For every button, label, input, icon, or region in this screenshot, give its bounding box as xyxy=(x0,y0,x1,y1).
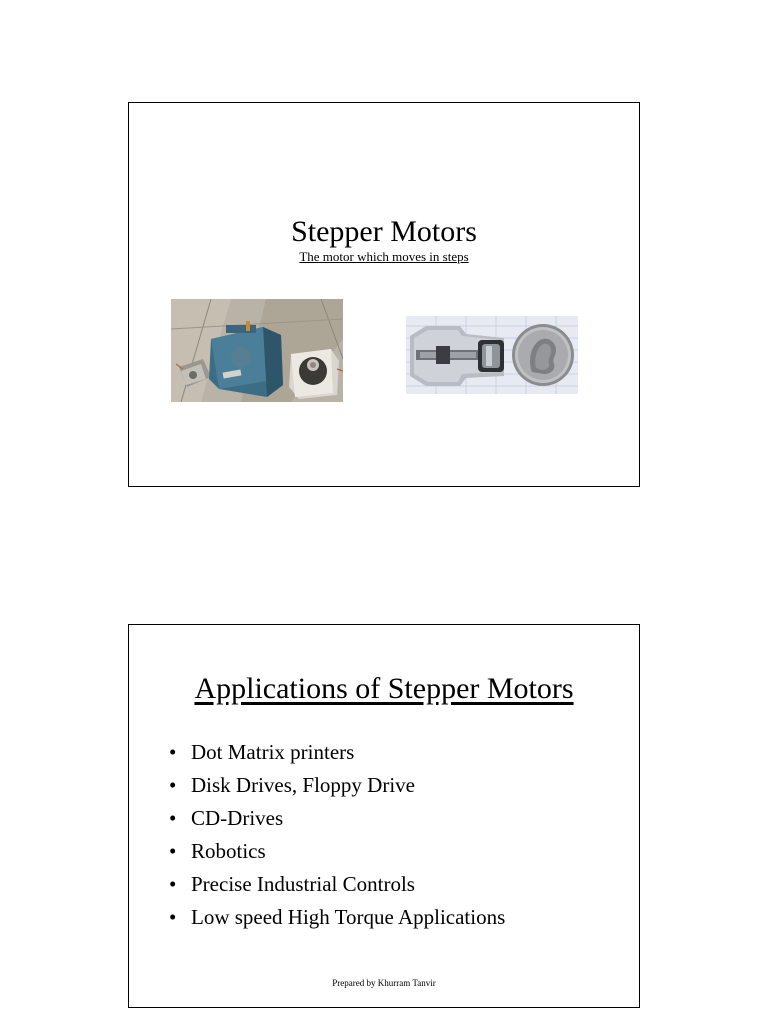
slide-subtitle-text: The motor which moves in steps xyxy=(299,249,469,264)
list-item-text: Robotics xyxy=(191,839,266,863)
micro-stepper-with-coin-photo-image xyxy=(406,316,578,394)
bullet-icon: • xyxy=(169,773,177,797)
slide-title: Stepper Motors xyxy=(291,215,477,248)
list-item xyxy=(169,769,505,802)
bullet-icon: • xyxy=(169,905,177,929)
slide-title-text: Applications of Stepper Motors xyxy=(194,672,574,705)
list-item-text: Disk Drives, Floppy Drive xyxy=(191,773,415,797)
slide-stepper-motors xyxy=(128,102,640,487)
list-item xyxy=(169,802,505,835)
list-item xyxy=(169,736,505,769)
micro-stepper-with-coin-photo xyxy=(406,316,578,394)
applications-list xyxy=(169,736,505,934)
slide-title xyxy=(129,671,639,707)
bullet-icon: • xyxy=(169,740,177,764)
bullet-icon: • xyxy=(169,839,177,863)
slide-applications xyxy=(128,624,640,1008)
bullet-icon: • xyxy=(169,806,177,830)
bullet-icon: • xyxy=(169,872,177,896)
stepper-motors-photo xyxy=(171,299,343,402)
list-item xyxy=(169,835,505,868)
list-item-text: CD-Drives xyxy=(191,806,284,830)
slide-footer: Prepared by Khurram Tanvir xyxy=(332,978,436,988)
list-item-text: Low speed High Torque Applications xyxy=(191,905,506,929)
stepper-motors-photo-image xyxy=(171,299,343,402)
list-item xyxy=(169,901,505,934)
list-item-text: Precise Industrial Controls xyxy=(191,872,415,896)
list-item-text: Dot Matrix printers xyxy=(191,740,355,764)
list-item xyxy=(169,868,505,901)
slide-subtitle xyxy=(129,249,639,265)
